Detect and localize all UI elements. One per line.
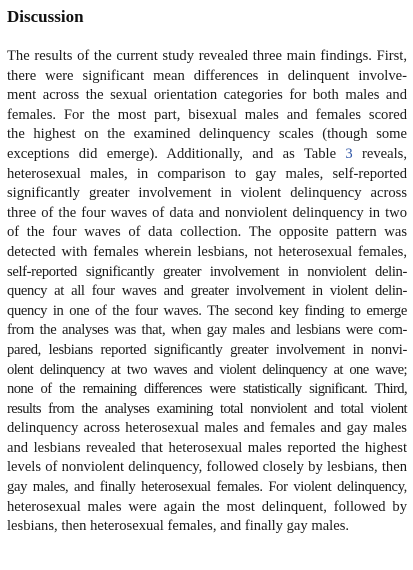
paragraph-line: results from the analyses examining total nonviolent and total violent bbox=[7, 400, 407, 417]
paragraph-line: from the analyses was that, when gay males and lesbians were com- bbox=[7, 322, 407, 339]
section-heading: Discussion bbox=[7, 7, 84, 26]
paragraph-line: levels of nonviolent delinquency, followed closely by lesbians, then bbox=[7, 459, 407, 476]
paragraph-line: heterosexual males were again the most delinquent, followed by bbox=[7, 498, 407, 515]
paragraph-line: of the four waves of data collection. The opposite pattern was bbox=[7, 224, 407, 241]
paragraph-line: females. For the most part, bisexual males and females scored bbox=[7, 106, 407, 123]
paragraph-line: the highest on the examined delinquency scales (though some bbox=[7, 126, 407, 143]
paragraph-line: there were significant mean differences in delinquent involve- bbox=[7, 67, 407, 84]
paragraph-text: reveals, bbox=[352, 145, 408, 162]
paragraph-line: lesbians, then heterosexual females, and finally gay males. bbox=[7, 518, 350, 535]
paragraph-line-with-table-ref bbox=[7, 145, 407, 165]
table-reference-link[interactable]: 3 bbox=[345, 145, 353, 162]
paragraph-line: and lesbians revealed that heterosexual males reported the highest bbox=[7, 439, 407, 456]
paragraph-line: three of the four waves of data and nonviolent delinquency in two bbox=[7, 204, 407, 221]
discussion-paragraph bbox=[7, 47, 407, 537]
paragraph-line: self-reported significantly greater involvement in nonviolent delin- bbox=[7, 263, 407, 280]
paragraph-line: significantly greater involvement in violent delinquency across bbox=[7, 185, 407, 202]
paragraph-line: detected with females wherein lesbians, not heterosexual females, bbox=[7, 243, 407, 260]
paragraph-line: delinquency across heterosexual males and females and gay males bbox=[7, 420, 407, 437]
article-section bbox=[7, 6, 407, 537]
paragraph-line: quency in one of the four waves. The second key finding to emerge bbox=[7, 302, 407, 319]
paragraph-line: pared, lesbians reported significantly greater involvement in nonvi- bbox=[7, 341, 407, 358]
paragraph-line: olent delinquency at two waves and violent delinquency at one wave; bbox=[7, 361, 407, 378]
paragraph-line: ment across the sexual orientation categories for both males and bbox=[7, 87, 407, 104]
paragraph-line: quency at all four waves and greater involvement in violent delin- bbox=[7, 283, 407, 300]
paragraph-line: gay males, and finally heterosexual females. For violent delinquency, bbox=[7, 479, 407, 496]
paragraph-line: The results of the current study revealed three main findings. First, bbox=[7, 48, 407, 64]
paragraph-line: heterosexual males, in comparison to gay males, self-reported bbox=[7, 165, 407, 182]
paragraph-text: exceptions did emerge). Additionally, and as Table bbox=[7, 145, 337, 162]
paragraph-line: none of the remaining differences were statistically significant. Third, bbox=[7, 381, 407, 398]
